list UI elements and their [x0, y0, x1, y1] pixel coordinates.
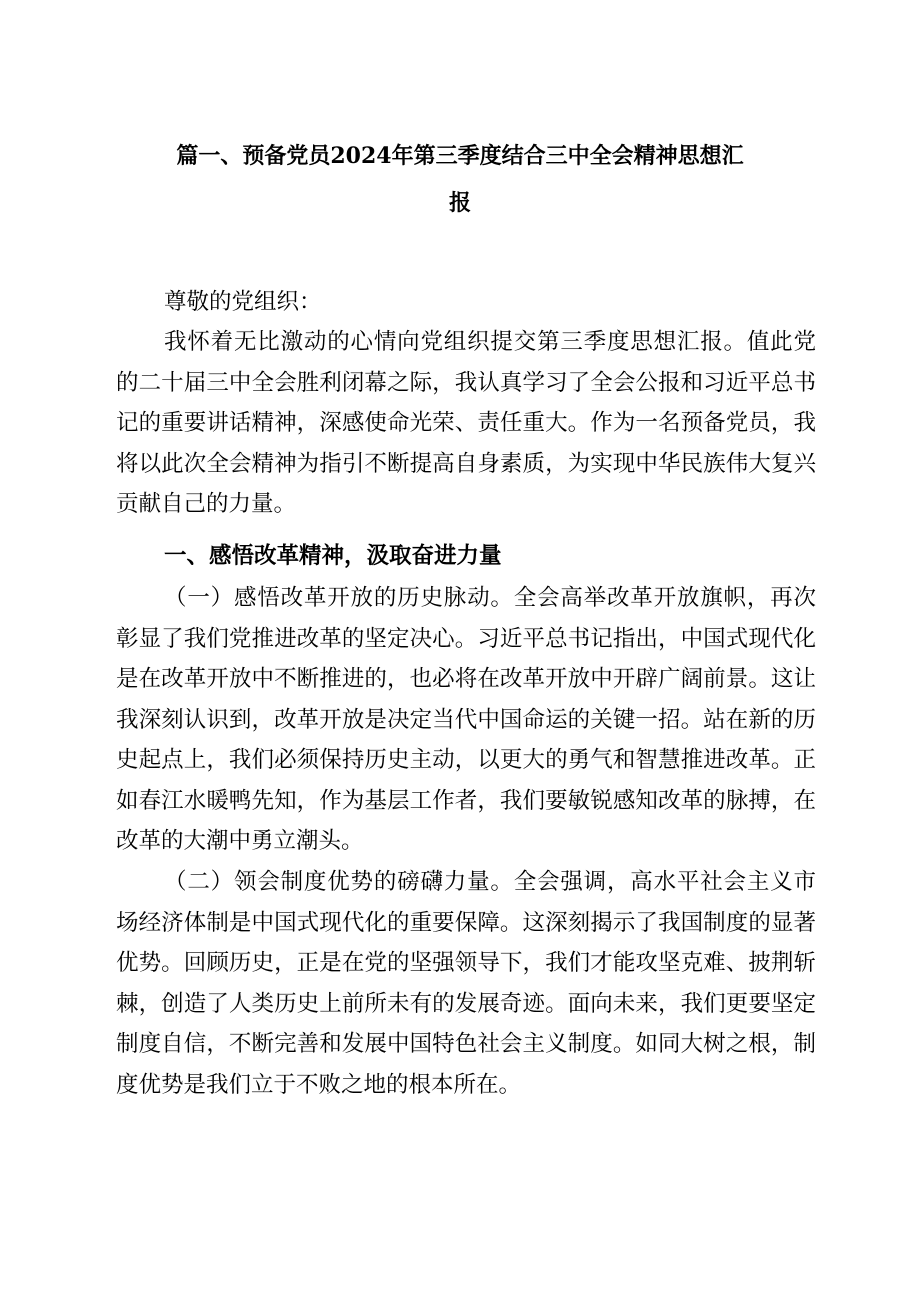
salutation: 尊敬的党组织：: [164, 289, 322, 315]
paragraph-intro: 我怀着无比激动的心情向党组织提交第三季度思想汇报。值此党的二十届三中全会胜利闭幕之际，我认真学习了全会公报和习近平总书记的重要讲话精神，深感使命光荣、责任重大。作为一名预备党员，我将以此次全会精神为指引不断提高自身素质，为实现中华民族伟大复兴贡献自己的力量。: [116, 329, 816, 517]
section-heading-1: 一、感悟改革精神，汲取奋进力量: [164, 543, 502, 569]
document-title-line2: 报: [448, 190, 471, 216]
paragraph-institution: （二）领会制度优势的磅礴力量。全会强调，高水平社会主义市场经济体制是中国式现代化的重要保障。这深刻揭示了我国制度的显著优势。回顾历史，正是在党的坚强领导下，我们才能攻坚克难、披荆斩棘，创造了人类历史上前所未有的发展奇迹。面向未来，我们更要坚定制度自信，不断完善和发展中国特色社会主义制度。如同大树之根，制度优势是我们立于不败之地的根本所在。: [116, 869, 816, 1098]
document-title-line1: 篇一、预备党员2024年第三季度结合三中全会精神思想汇: [176, 143, 744, 169]
paragraph-reform: （一）感悟改革开放的历史脉动。全会高举改革开放旗帜，再次彰显了我们党推进改革的坚定决心。习近平总书记指出，中国式现代化是在改革开放中不断推进的，也必将在改革开放中开辟广阔前景。这让我深刻认识到，改革开放是决定当代中国命运的关键一招。站在新的历史起点上，我们必须保持历史主动，以更大的勇气和智慧推进改革。正如春江水暖鸭先知，作为基层工作者，我们要敏锐感知改革的脉搏，在改革的大潮中勇立潮头。: [116, 585, 816, 854]
